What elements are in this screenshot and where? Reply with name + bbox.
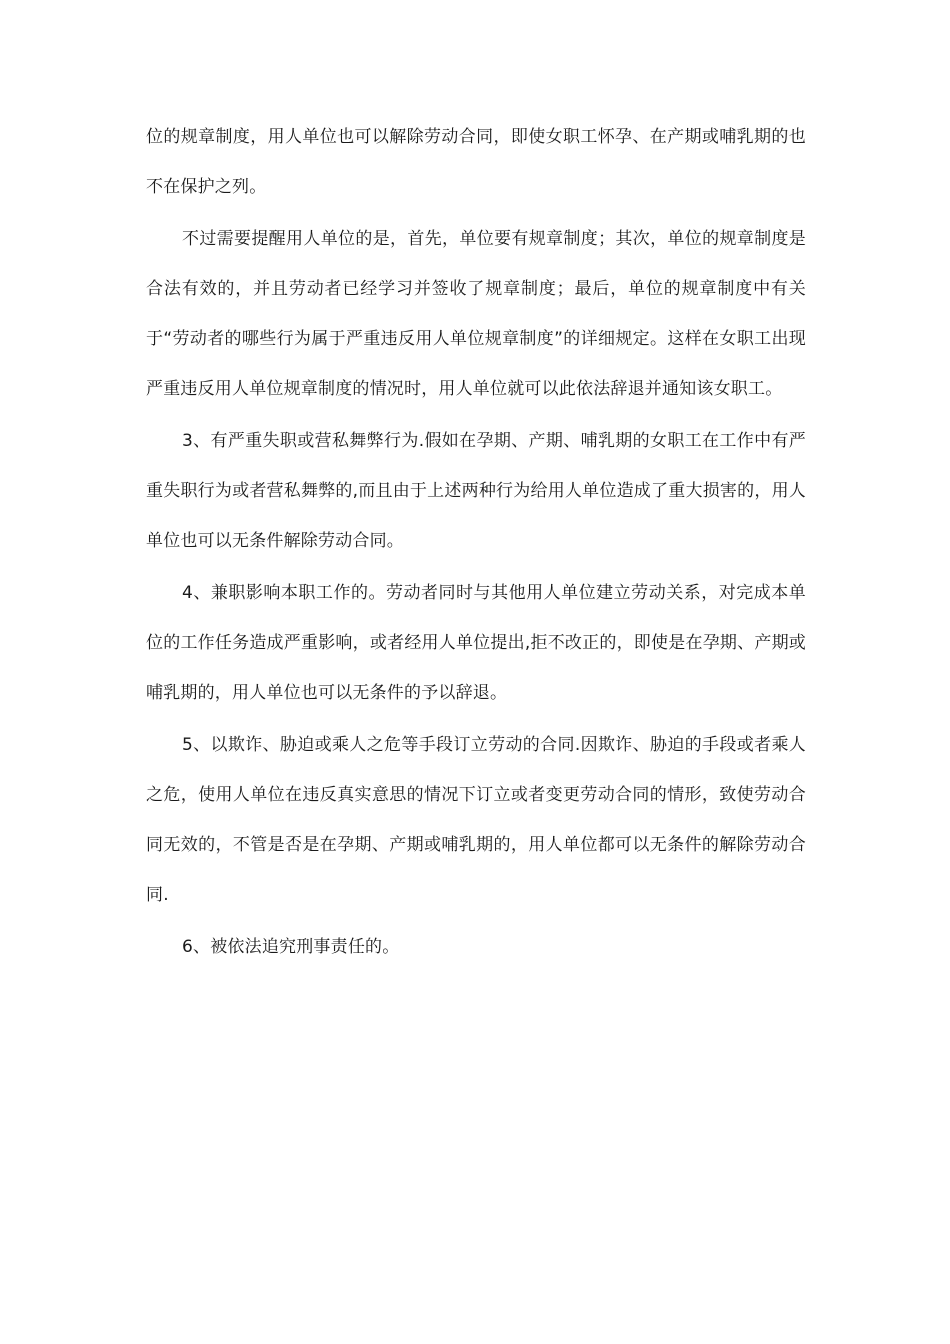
paragraph-employer-reminder: 不过需要提醒用人单位的是，首先，单位要有规章制度；其次，单位的规章制度是合法有效的，并且劳动者已经学习并签收了规章制度；最后，单位的规章制度中有关于“劳动者的哪些行为属于严重违反用人单位规章制度”的详细规定。这样在女职工出现严重违反用人单位规章制度的情况时，用人单位就可以此依法辞退并通知该女职工。 [146,229,806,399]
paragraph-item-5: 5、以欺诈、胁迫或乘人之危等手段订立劳动的合同.因欺诈、胁迫的手段或者乘人之危，使用人单位在违反真实意思的情况下订立或者变更劳动合同的情形，致使劳动合同无效的，不管是否是在孕期、产期或哺乳期的，用人单位都可以无条件的解除劳动合同. [146,735,806,905]
paragraph-item-4: 4、兼职影响本职工作的。劳动者同时与其他用人单位建立劳动关系，对完成本单位的工作任务造成严重影响，或者经用人单位提出,拒不改正的，即使是在孕期、产期或哺乳期的，用人单位也可以无条件的予以辞退。 [146,583,806,703]
document-body [146,112,806,974]
paragraph-item-6: 6、被依法追究刑事责任的。 [182,937,400,957]
paragraph-continuation: 位的规章制度，用人单位也可以解除劳动合同，即使女职工怀孕、在产期或哺乳期的也不在保护之列。 [146,127,806,197]
paragraph-item-3: 3、有严重失职或营私舞弊行为.假如在孕期、产期、哺乳期的女职工在工作中有严重失职行为或者营私舞弊的,而且由于上述两种行为给用人单位造成了重大损害的，用人单位也可以无条件解除劳动合同。 [146,431,806,551]
